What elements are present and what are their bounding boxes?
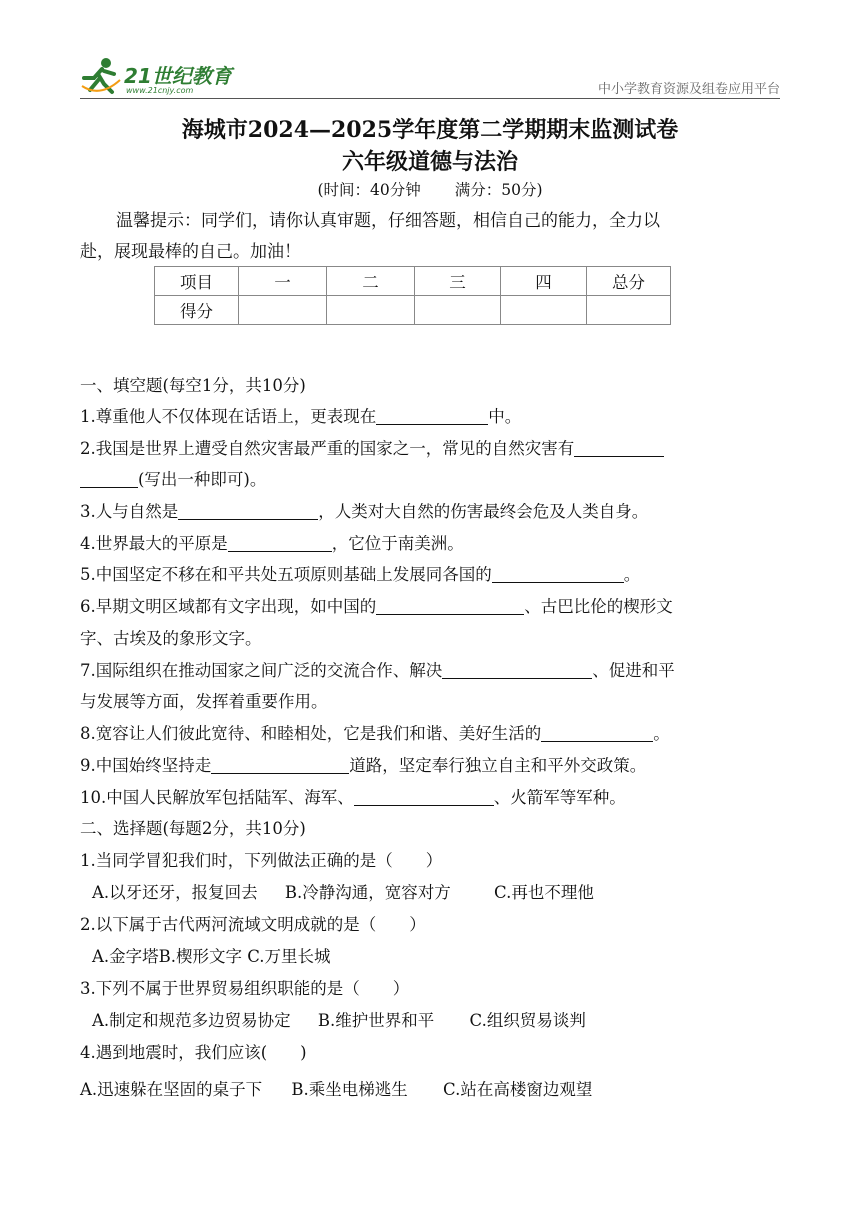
exam-meta xyxy=(0,178,860,200)
question-1-3: 3.人与自然是 ，人类对大自然的伤害最终会危及人类自身。 xyxy=(80,502,649,521)
exam-score: 满分：50分) xyxy=(454,181,543,199)
score-header-cell: 一 xyxy=(239,267,327,296)
answer-blank[interactable] xyxy=(376,407,488,425)
question-1-9: 9.中国始终坚持走 道路，坚定奉行独立自主和平外交政策。 xyxy=(80,756,647,775)
option-a[interactable]: A.以牙还牙，报复回去 xyxy=(92,883,258,902)
question-2-3-options xyxy=(92,1007,586,1031)
question-1-4: 4.世界最大的平原是 ，它位于南美洲。 xyxy=(80,534,464,553)
question-2-1-options xyxy=(92,879,594,903)
option-a[interactable]: A.迅速躲在坚固的桌子下 xyxy=(80,1080,263,1099)
section-1-title: 一、填空题(每空1分，共10分) xyxy=(80,376,306,395)
answer-blank[interactable] xyxy=(376,597,524,615)
question-2-4: 4.遇到地震时，我们应该( ) xyxy=(80,1043,307,1062)
score-cell[interactable] xyxy=(587,296,671,325)
score-cell[interactable] xyxy=(415,296,501,325)
option-a[interactable]: A.制定和规范多边贸易协定 xyxy=(92,1011,291,1030)
answer-blank[interactable] xyxy=(574,439,664,457)
score-table xyxy=(154,266,671,325)
score-table-header-row xyxy=(155,267,671,296)
question-1-10: 10.中国人民解放军包括陆军、海军、 、火箭军等军种。 xyxy=(80,788,626,807)
score-cell[interactable] xyxy=(239,296,327,325)
page-header xyxy=(80,52,780,102)
score-header-cell: 二 xyxy=(327,267,415,296)
option-c[interactable]: C.再也不理他 xyxy=(494,883,594,902)
question-1-1: 1.尊重他人不仅体现在话语上，更表现在 中。 xyxy=(80,407,522,426)
option-c[interactable]: C.组织贸易谈判 xyxy=(469,1011,586,1030)
question-1-7-cont: 与发展等方面，发挥着重要作用。 xyxy=(80,692,328,711)
answer-blank[interactable] xyxy=(80,470,138,488)
question-2-2-options[interactable]: A.金字塔B.楔形文字 C.万里长城 xyxy=(92,947,331,966)
question-1-7: 7.国际组织在推动国家之间广泛的交流合作、解决 、促进和平 xyxy=(80,661,675,680)
answer-blank[interactable] xyxy=(541,724,653,742)
exam-subject: 六年级道德与法治 xyxy=(341,149,518,175)
tip-line-1: 温馨提示：同学们，请你认真审题，仔细答题，相信自己的能力，全力以 xyxy=(116,211,660,231)
option-b[interactable]: B.维护世界和平 xyxy=(317,1011,435,1030)
score-cell[interactable] xyxy=(501,296,587,325)
platform-label: 中小学教育资源及组卷应用平台 xyxy=(597,82,780,97)
score-header-cell: 总分 xyxy=(587,267,671,296)
question-2-1: 1.当同学冒犯我们时，下列做法正确的是（ ） xyxy=(80,851,443,870)
answer-blank[interactable] xyxy=(442,661,592,679)
option-b[interactable]: B.冷静沟通，宽容对方 xyxy=(284,883,451,902)
question-1-6-cont: 字、古埃及的象形文字。 xyxy=(80,629,262,648)
score-header-cell: 三 xyxy=(415,267,501,296)
exam-time: (时间：40分钟 xyxy=(317,181,421,199)
option-b[interactable]: B.乘坐电梯逃生 xyxy=(291,1080,408,1099)
answer-blank[interactable] xyxy=(228,534,332,552)
answer-blank[interactable] xyxy=(178,502,318,520)
option-c[interactable]: C.站在高楼窗边观望 xyxy=(443,1080,593,1099)
question-1-2-cont: (写出一种即可)。 xyxy=(80,466,266,490)
header-divider xyxy=(80,98,780,99)
question-1-8: 8.宽容让人们彼此宽待、和睦相处，它是我们和谐、美好生活的 。 xyxy=(80,724,670,743)
answer-blank[interactable] xyxy=(354,788,494,806)
answer-blank[interactable] xyxy=(211,756,349,774)
score-header-cell: 四 xyxy=(501,267,587,296)
logo-text: 21世纪教育 xyxy=(124,64,232,88)
runner-logo-icon xyxy=(80,56,122,96)
question-2-4-options xyxy=(80,1076,592,1100)
score-row-label: 得分 xyxy=(155,296,239,325)
answer-blank[interactable] xyxy=(492,565,624,583)
logo xyxy=(80,56,260,100)
logo-url: www.21cnjy.com xyxy=(126,86,194,95)
question-1-5: 5.中国坚定不移在和平共处五项原则基础上发展同各国的 。 xyxy=(80,565,641,584)
exam-title: 海城市2024—2025学年度第二学期期末监测试卷 xyxy=(181,117,679,143)
score-table-row xyxy=(155,296,671,325)
tip-line-2: 赴，展现最棒的自己。加油！ xyxy=(80,242,301,262)
question-2-3: 3.下列不属于世界贸易组织职能的是（ ） xyxy=(80,979,410,998)
question-1-6: 6.早期文明区域都有文字出现，如中国的 、古巴比伦的楔形文 xyxy=(80,597,673,616)
score-cell[interactable] xyxy=(327,296,415,325)
section-2-title: 二、选择题(每题2分，共10分) xyxy=(80,819,306,838)
score-header-cell: 项目 xyxy=(155,267,239,296)
question-2-2: 2.以下属于古代两河流域文明成就的是（ ） xyxy=(80,915,426,934)
question-1-2: 2.我国是世界上遭受自然灾害最严重的国家之一，常见的自然灾害有 xyxy=(80,435,664,459)
